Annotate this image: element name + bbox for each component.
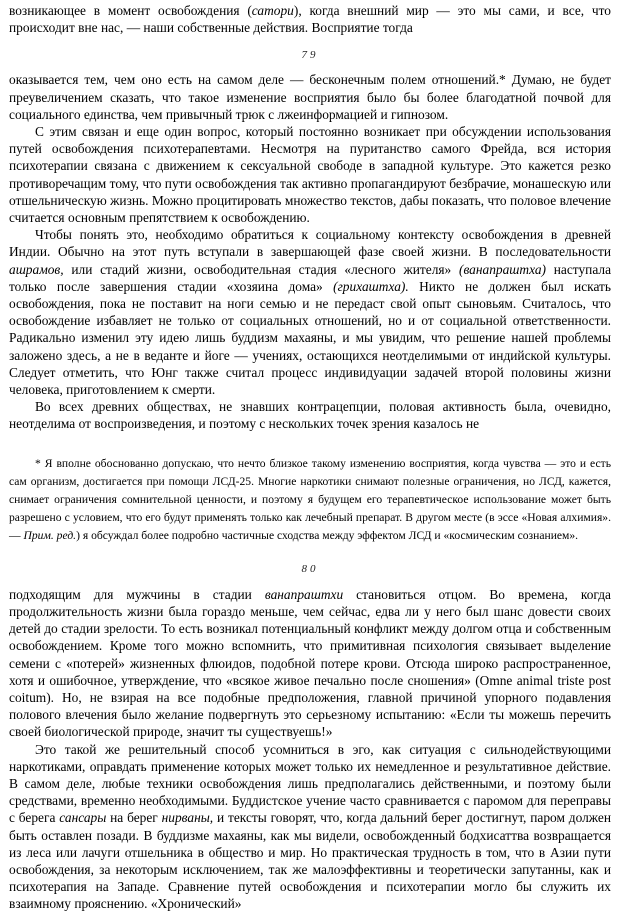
text-run: возникающее в момент освобождения ( bbox=[9, 3, 252, 18]
italic-term: сатори bbox=[251, 3, 294, 18]
text-run: оказывается тем, чем оно есть на самом деле — бесконечным полем отношений.* Думаю, не будет преувеличением сказать, что такое изменение восприятия было бы более благодатной почвой для социального единства, чем привычный трюк с лжеинформацией и гипнозом. bbox=[9, 72, 611, 122]
paragraph bbox=[9, 586, 611, 741]
paragraph bbox=[9, 123, 611, 226]
paragraph bbox=[9, 741, 611, 913]
paragraph bbox=[9, 71, 611, 123]
text-run: наступала только после завершения стадии «хозяина дома» bbox=[9, 261, 612, 294]
footnote bbox=[9, 455, 611, 546]
text-run: ) я обсуждал более подробно частичные сходства между эффектом ЛСД и «космическим сознанием». bbox=[76, 529, 579, 543]
text-run: Это такой же решительный способ усомниться в эго, как ситуация с сильнодействующими наркотиками, оправдать применение которых может только их немедленное и результативное действие. В самом деле, любые техники освобождения лишь предполагались действенными, и поэтому были средствами, временно необходимыми. Буддистское учение часто сравнивается с паромом для переправы с берега bbox=[9, 741, 611, 826]
text-run: на берег bbox=[106, 810, 162, 826]
text-run: С этим связан и еще один вопрос, который постоянно возникает при обсуждении использования путей освобождения психотерапевтами. Несмотря на пуританство самого Фрейда, вся история психотерапии связана с движением к сексуальной свободе в западной культуре. Это кажется резко противоречащим тому, что пути освобождения так активно пропагандируют безбрачие, монашескую или отшельническую жизнь. Можно процитировать множество текстов, дабы показать, что половое влечение считается основным препятствием к освобождению. bbox=[9, 124, 611, 226]
footnote-text bbox=[9, 455, 611, 546]
top-text-fragment bbox=[9, 2, 611, 36]
text-run: Во всех древних обществах, не знавших контрацепции, половая активность была, очевидно, неотделима от воспроизведения, и поэтому с нескольких точек зрения казалось не bbox=[9, 399, 611, 432]
text-run: ), когда внешний мир — это мы сами, и все, что происходит вне нас, — наши собственные действия. Восприятие тогда bbox=[9, 3, 611, 36]
text-run: Чтобы понять это, необходимо обратиться к социальному контексту освобождения в древней Индии. Обычно на этот путь вступали в завершающей фазе своей жизни. В последовательности bbox=[9, 227, 611, 260]
body-text-lower bbox=[9, 586, 611, 913]
italic-term: Прим. ред. bbox=[23, 529, 77, 543]
text-run: становиться отцом. Во времена, когда продолжительность жизни была гораздо меньше, чем сейчас, едва ли у него был шанс довести своих детей до стадии зрелости. То есть возникал потенциальный конфликт между долгом отца и собственным освобождением. Кроме того можно вспомнить, что примитивная психология связывает выделение семени с «потерей» жизненных флюидов, подобной потере крови. Отсюда широко распространенное, хотя и ошибочное, утверждение, что «всякое живое печально после сношения» (Omne animal triste post coitum). Но, не взирая на все подобные предположения, главной причиной упорного подавления полового влечения было желание подвергнуть это серьезному испытанию: «Если ты можешь перечить своей биологической природе, значит ты существуешь!» bbox=[9, 586, 611, 740]
page-number-top: 79 bbox=[301, 49, 319, 62]
text-run: Никто не должен был искать освобождения, пока не поставит на ноги семью и не передаст свой опыт сыновьям. Считалось, что освобождение избавляет не только от социальных отношений, но и от социальной ответственности. Радикально изменил эту идею лишь буддизм махаяны, и мы увидим, что решение нашей проблемы заложено здесь, а не в веданте и йоге — учениях, остающихся неотделимыми от индийской культуры. Следует отметить, что Юнг также считал процесс индивидуации задачей второй половины жизни человека, приготовлением к смерти. bbox=[9, 278, 611, 398]
italic-term: сансары bbox=[59, 810, 107, 826]
text-run: или стадий жизни, освободительная стадия «лесного жителя» bbox=[63, 261, 459, 277]
italic-term: ванапраштхи bbox=[264, 586, 344, 602]
body-text-upper bbox=[9, 71, 611, 432]
text-run: * Я вполне обоснованно допускаю, что нечто близкое такому изменению восприятия, когда чувства — это и есть сам организм, достигается при помощи ЛСД-25. Многие наркотики снимают полезные ограничения, но ЛСД, кажется, снимает ограничения сомнительной ценности, и поэтому я будущем его терапевтическое использование может быть разрешено с условием, что его будут применять только как лечебный препарат. В другом месте (в эссе «Новая алхимия». — bbox=[9, 456, 611, 543]
text-run: подходящим для мужчины в стадии bbox=[9, 586, 265, 602]
paragraph bbox=[9, 226, 611, 398]
page-number-bottom: 80 bbox=[301, 562, 319, 575]
paragraph bbox=[9, 398, 611, 432]
italic-term: (грихаштха). bbox=[333, 278, 409, 294]
italic-term: (ванапраштха) bbox=[458, 261, 546, 277]
italic-term: нирваны, bbox=[161, 810, 214, 826]
italic-term: ашрамов, bbox=[9, 261, 64, 277]
text-run: и тексты говорят, что, когда дальний берег достигнут, паром должен быть оставлен позади. В буддизме махаяны, как мы видели, освобожденный бодхисаттва возвращается из леса или лачуги отшельника в общество и мир. Но практическая трудность в том, что в Азии пути освобождения, за некоторым исключением, так же малоэффективны и теоретически запутанны, как и психотерапия на Западе. Сравнение путей освобождения и психотерапии могло бы служить их взаимному прояснению. «Хронический» bbox=[9, 810, 611, 912]
